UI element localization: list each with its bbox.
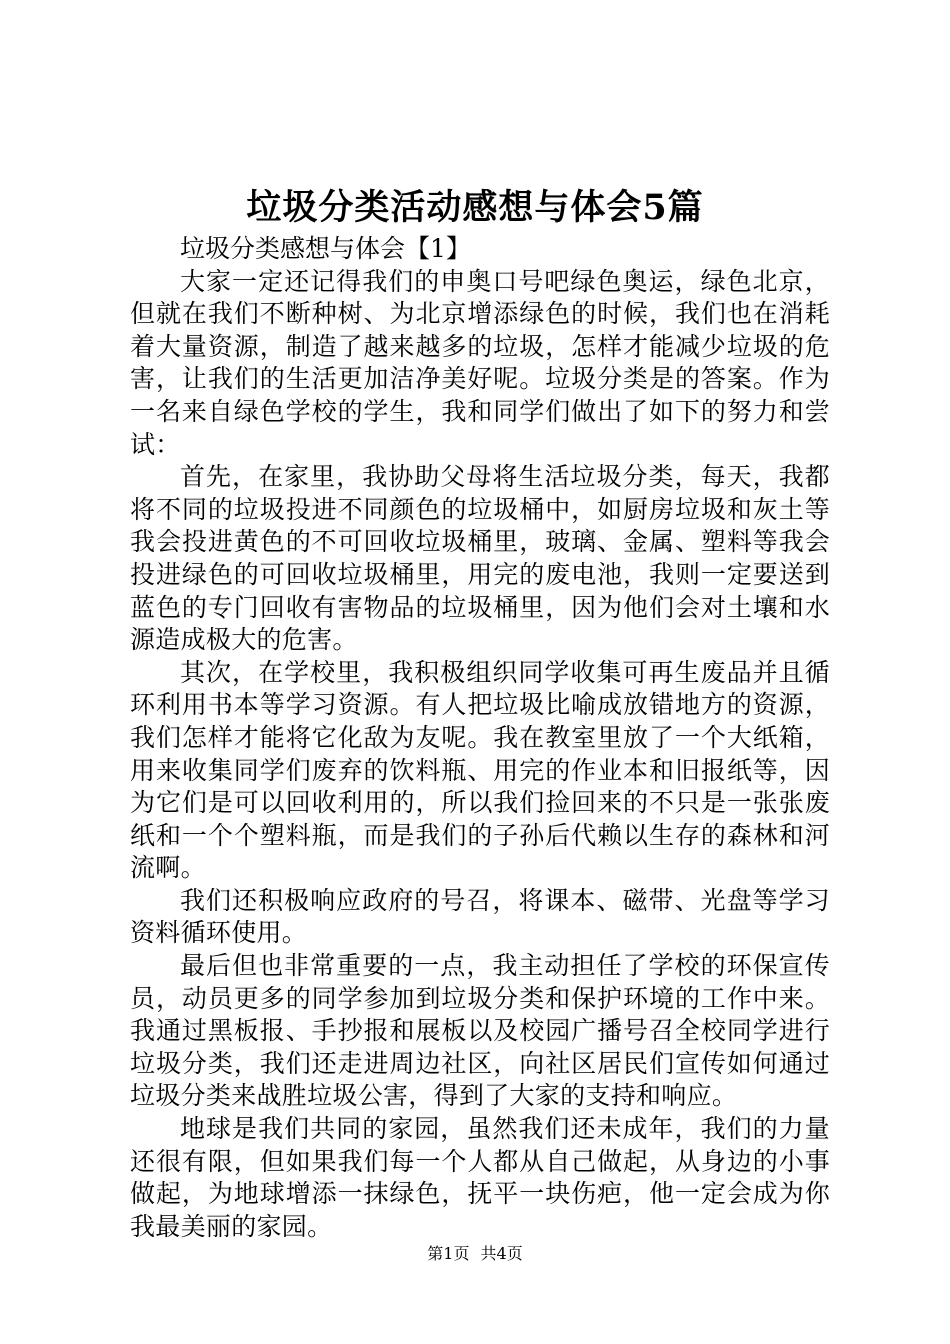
- document-body: [130, 233, 830, 1243]
- page-footer: 第1页 共4页: [427, 1244, 523, 1263]
- paragraph-school: 其次，在学校里，我积极组织同学收集可再生废品并且循环利用书本等学习资源。有人把垃圾比喻成放错地方的资源，我们怎样才能将它化敌为友呢。我在教室里放了一个大纸箱，用来收集同学们废弃的饮料瓶、用完的作业本和旧报纸等，因为它们是可以回收利用的，所以我们捡回来的不只是一张张废纸和一个个塑料瓶，而是我们的子孙后代赖以生存的森林和河流啊。: [130, 657, 830, 883]
- paragraph-reuse: 我们还积极响应政府的号召，将课本、磁带、光盘等学习资料循环使用。: [130, 885, 830, 948]
- paragraph-conclusion: 地球是我们共同的家园，虽然我们还未成年，我们的力量还很有限，但如果我们每一个人都从自己做起，从身边的小事做起，为地球增添一抹绿色，抚平一块伤疤，他一定会成为你我最美丽的家园。: [130, 1114, 830, 1241]
- paragraph-intro: 大家一定还记得我们的申奥口号吧绿色奥运，绿色北京，但就在我们不断种树、为北京增添绿色的时候，我们也在消耗着大量资源，制造了越来越多的垃圾，怎样才能减少垃圾的危害，让我们的生活更加洁净美好呢。垃圾分类是的答案。作为一名来自绿色学校的学生，我和同学们做出了如下的努力和尝试：: [130, 266, 830, 459]
- document-title: 垃圾分类活动感想与体会5篇: [246, 187, 704, 228]
- paragraph-promotion: 最后但也非常重要的一点，我主动担任了学校的环保宣传员，动员更多的同学参加到垃圾分类和保护环境的工作中来。我通过黑板报、手抄报和展板以及校园广播号召全校同学进行垃圾分类，我们还走进周边社区，向社区居民们宣传如何通过垃圾分类来战胜垃圾公害，得到了大家的支持和响应。: [130, 951, 830, 1111]
- paragraph-home: 首先，在家里，我协助父母将生活垃圾分类，每天，我都将不同的垃圾投进不同颜色的垃圾桶中，如厨房垃圾和灰土等我会投进黄色的不可回收垃圾桶里，玻璃、金属、塑料等我会投进绿色的可回收垃圾桶里，用完的废电池，我则一定要送到蓝色的专门回收有害物品的垃圾桶里，因为他们会对土壤和水源造成极大的危害。: [130, 462, 830, 655]
- section-heading: 垃圾分类感想与体会【1】: [180, 234, 471, 263]
